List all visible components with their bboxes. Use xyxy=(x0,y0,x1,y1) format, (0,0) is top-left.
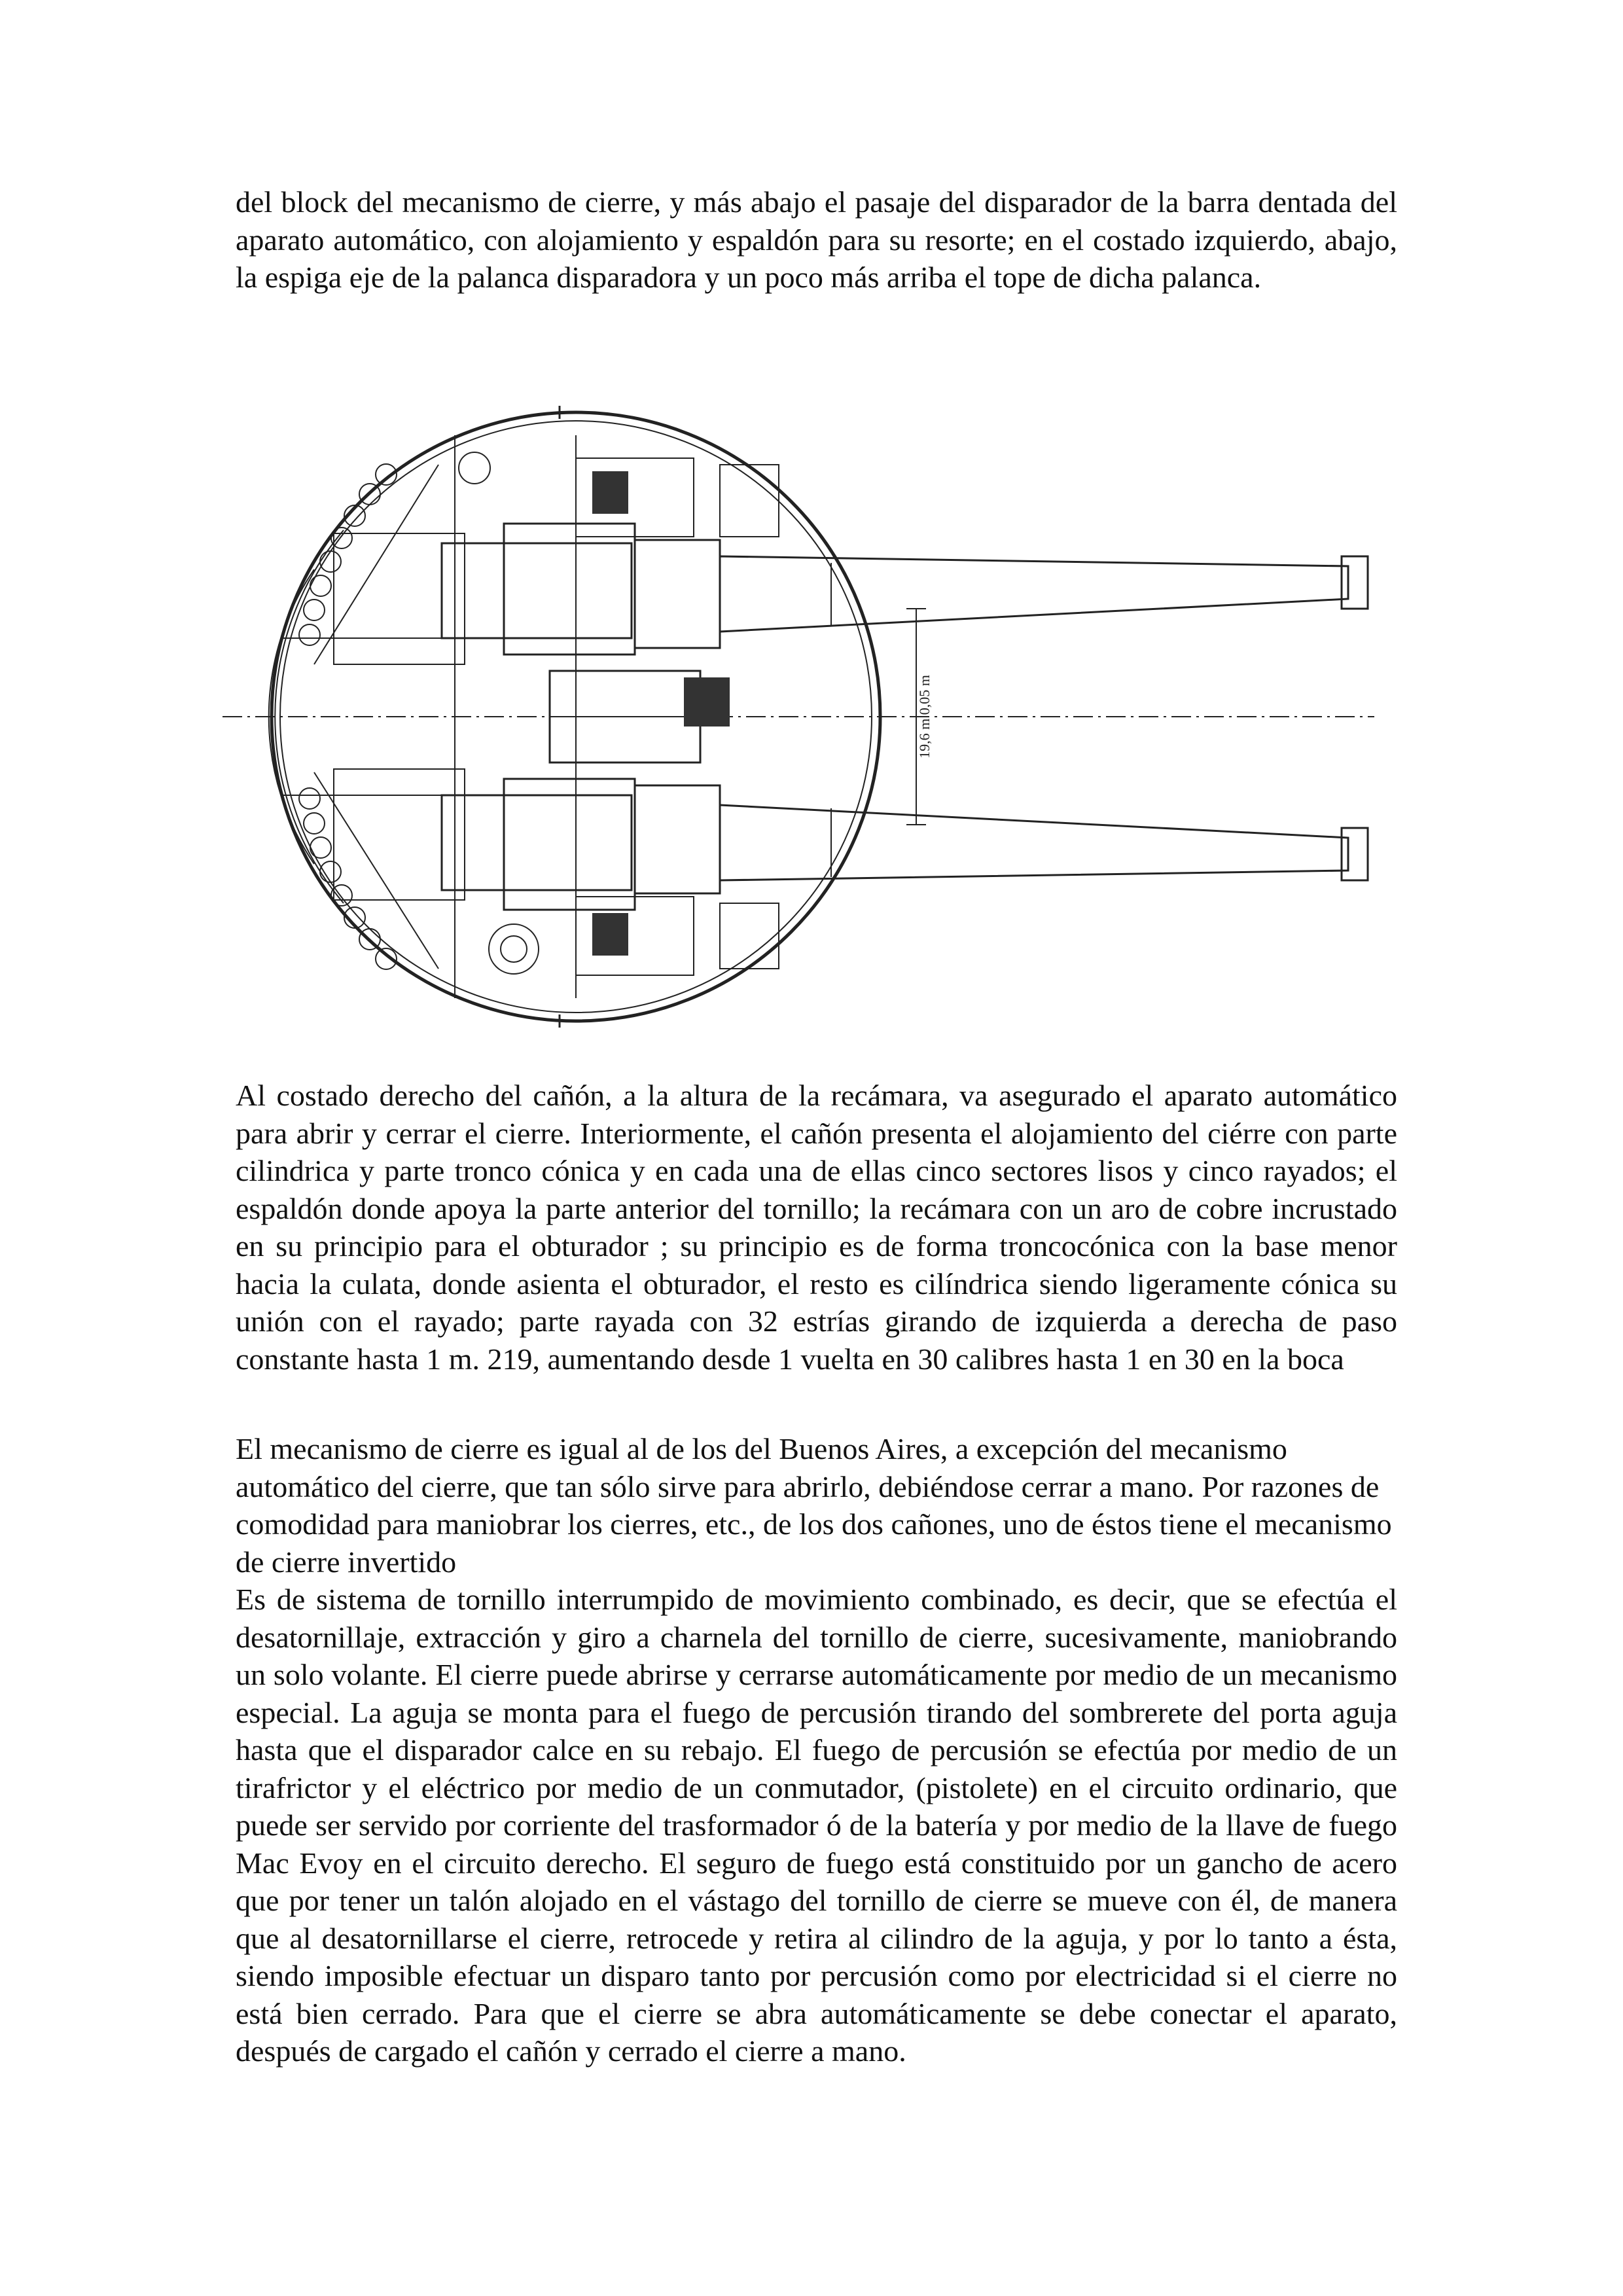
twin-gun-turret-drawing xyxy=(223,373,1400,1080)
paragraph-mecanismo-text: El mecanismo de cierre es igual al de los del Buenos Aires, a excepción del mecanismo automático del cierre, que tan sólo sirve para abrirlo, debiéndose cerrar a mano. Por razones de comodidad para maniobrar los cierres, etc., de los dos cañones, uno de éstos tiene el mecanismo de cierre invertido xyxy=(236,1432,1392,1579)
paragraph-intro-text: del block del mecanismo de cierre, y más abajo el pasaje del disparador de la barra dentada del aparato automático, con alojamiento y espaldón para su resorte; en el costado izquierdo, abajo, la espiga eje de la palanca disparadora y un poco más arriba el tope de dicha palanca. xyxy=(236,185,1397,294)
dimension-label: 19,6 m 0,05 m xyxy=(916,675,933,759)
paragraph-intro xyxy=(236,183,1397,296)
turret-plan-figure xyxy=(223,373,1400,1080)
paragraph-sistema-text: Es de sistema de tornillo interrumpido de movimiento combinado, es decir, que se efectúa el desatornillaje, extracción y giro a charnela del tornillo de cierre, sucesivamente, maniobrando un solo volante. El cierre puede abrirse y cerrarse automáticamente por medio de un mecanismo especial. La aguja se monta para el fuego de percusión tirando del sombrerete del porta aguja hasta que el disparador calce en su rebajo. El fuego de percusión se efectúa por medio de un tirafrictor y el eléctrico por medio de un conmutador, (pistolete) en el circuito ordinario, que puede ser servido por corriente del trasformador ó de la batería y por medio de la llave de fuego Mac Evoy en el circuito derecho. El seguro de fuego está constituido por un gancho de acero que por tener un talón alojado en el vástago del tornillo de cierre se mueve con él, de manera que al desatornillarse el cierre, retrocede y retira al cilindro de la aguja, y por lo tanto a ésta, siendo imposible efectuar un disparo tanto por percusión como por electricidad si el cierre no está bien cerrado. Para que el cierre se abra automáticamente se debe conectar el aparato, después de cargado el cañón y cerrado el cierre a mano. xyxy=(236,1583,1397,2068)
paragraph-mecanismo xyxy=(236,1430,1397,1581)
paragraph-sistema xyxy=(236,1581,1397,2070)
paragraph-costado xyxy=(236,1077,1397,1378)
paragraph-costado-text: Al costado derecho del cañón, a la altura de la recámara, va asegurado el aparato automático para abrir y cerrar el cierre. Interiormente, el cañón presenta el alojamiento del ciérre con parte cilindrica y parte tronco cónica y en cada una de ellas cinco sectores lisos y cinco rayados; el espaldón donde apoya la parte anterior del tornillo; la recámara con un aro de cobre incrustado en su principio para el obturador ; su principio es de forma troncocónica con la base menor hacia la culata, donde asienta el obturador, el resto es cilíndrica siendo ligeramente cónica su unión con el rayado; parte rayada con 32 estrías girando de izquierda a derecha de paso constante hasta 1 m. 219, aumentando desde 1 vuelta en 30 calibres hasta 1 en 30 en la boca xyxy=(236,1079,1397,1376)
